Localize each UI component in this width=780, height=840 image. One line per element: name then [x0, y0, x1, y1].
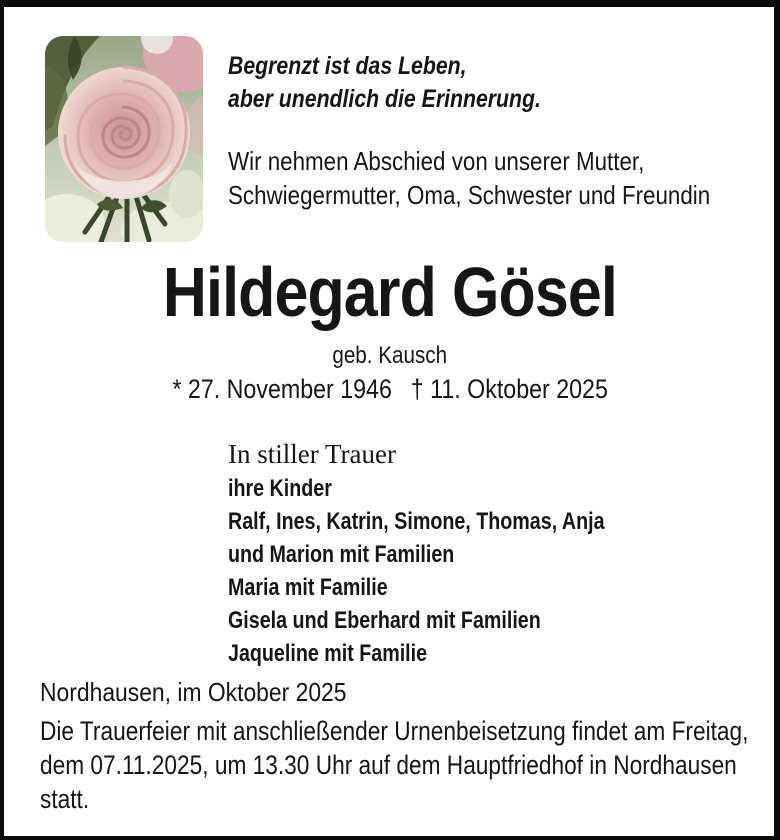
- mourner-line: und Marion mit Familien: [228, 541, 455, 568]
- rose-illustration: [45, 36, 203, 242]
- place-date-line: Nordhausen, im Oktober 2025: [40, 677, 347, 707]
- farewell-line-1: Wir nehmen Abschied von unserer Mutter,: [228, 146, 645, 176]
- motto: [228, 50, 596, 116]
- rose-photo: [45, 36, 203, 242]
- maiden-name-line: [0, 342, 780, 370]
- mourner-line: Jaqueline mit Familie: [228, 640, 428, 667]
- motto-line-2: aber unendlich die Erinnerung.: [228, 85, 541, 113]
- funeral-line: Die Trauerfeier mit anschließender Urnenbeisetzung findet am Freitag,: [40, 716, 749, 746]
- funeral-info: [40, 714, 780, 816]
- farewell-text: [228, 144, 780, 212]
- death-date: † 11. Oktober 2025: [410, 374, 608, 404]
- mourner-line: Gisela und Eberhard mit Familien: [228, 607, 541, 634]
- deceased-name: Hildegard Gösel: [163, 253, 617, 331]
- funeral-line: dem 07.11.2025, um 13.30 Uhr auf dem Hauptfriedhof in Nordhausen: [40, 750, 737, 780]
- funeral-line: statt.: [40, 784, 90, 814]
- birth-date: * 27. November 1946: [172, 374, 392, 404]
- life-dates: [0, 372, 780, 406]
- maiden-name: geb. Kausch: [332, 342, 448, 369]
- mourner-line: Maria mit Familie: [228, 574, 388, 601]
- mourners-list: [228, 472, 687, 670]
- mourner-line: ihre Kinder: [228, 475, 332, 502]
- mourner-line: Ralf, Ines, Katrin, Simone, Thomas, Anja: [228, 508, 605, 535]
- farewell-line-2: Schwiegermutter, Oma, Schwester und Freundin: [228, 180, 711, 210]
- deceased-name-title: [0, 250, 780, 334]
- motto-line-1: Begrenzt ist das Leben,: [228, 52, 467, 80]
- mourning-intro: In stiller Trauer: [228, 439, 396, 469]
